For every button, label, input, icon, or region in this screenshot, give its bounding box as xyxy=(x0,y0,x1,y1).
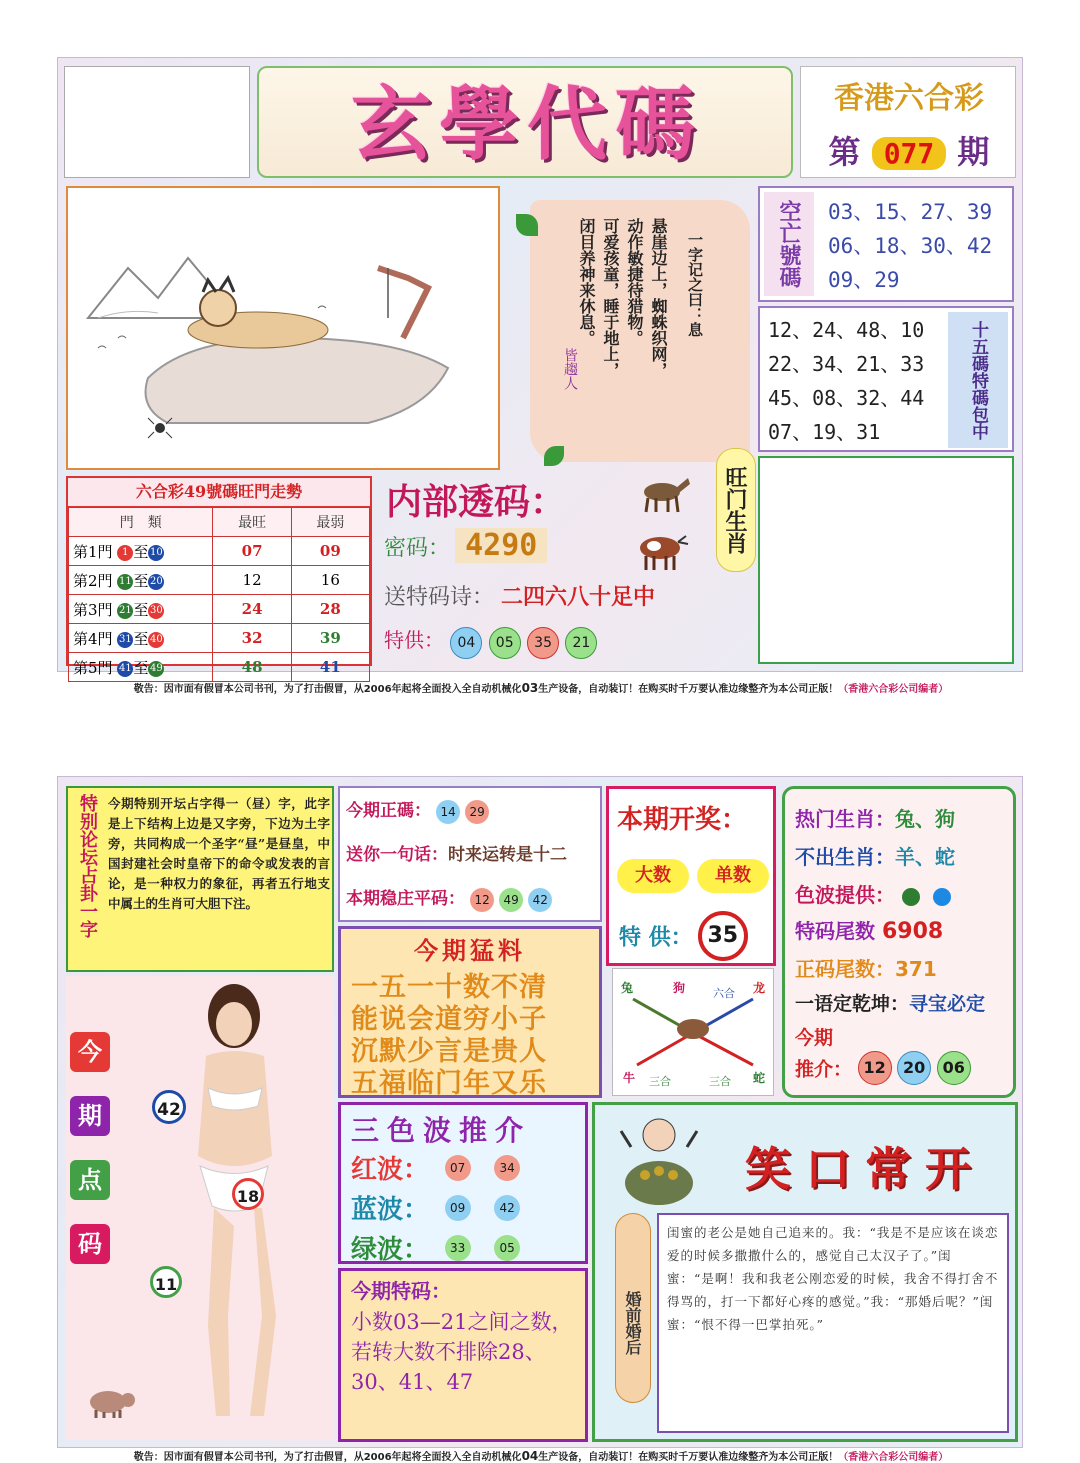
issue-prefix: 第 xyxy=(828,133,861,171)
gate-best: 07 xyxy=(213,537,291,566)
zhengma-ball: 29 xyxy=(465,800,489,824)
mengliao-line: 五福临门年又乐 xyxy=(351,1068,547,1099)
wave-ball: 42 xyxy=(494,1195,520,1221)
mengliao-box xyxy=(338,926,602,1098)
title-text: 玄學代碼 xyxy=(351,77,703,171)
inner-title: 内部透码： xyxy=(386,481,567,523)
yijuhua-text: 时来运转是十二 xyxy=(448,845,567,865)
draw-tag: 大数 xyxy=(617,859,689,893)
ztail-label: 正码尾数： xyxy=(795,957,895,981)
code-line xyxy=(384,528,547,563)
gate-label: 第3門 xyxy=(73,600,113,619)
gate-worst: 28 xyxy=(291,595,369,624)
notice-code: 04 xyxy=(521,1449,539,1463)
compass-bc1: 三合 xyxy=(649,1075,671,1088)
horse-icon xyxy=(634,474,694,514)
special-ball: 35 xyxy=(527,627,559,659)
poem-line-1: 悬崖边上，蜘蛛织网， xyxy=(649,218,668,378)
cold-value: 羊、蛇 xyxy=(895,845,955,869)
title-banner xyxy=(257,66,793,178)
dianma-label xyxy=(70,1032,114,1264)
gate-worst: 16 xyxy=(291,566,369,595)
poem-code-line xyxy=(384,580,655,611)
ztail-line xyxy=(795,953,937,982)
gate-label: 第2門 xyxy=(73,571,113,590)
ox-icon xyxy=(630,528,690,572)
model-area xyxy=(66,976,334,1440)
special-ball: 21 xyxy=(565,627,597,659)
wave-ball: 34 xyxy=(494,1155,520,1181)
shiwu-row: 45、08、32、44 xyxy=(768,386,925,410)
zhengma-line xyxy=(346,796,489,824)
dianma-char: 点 xyxy=(70,1160,110,1200)
to-word: 至 xyxy=(133,658,149,677)
compass-tc: 狗 xyxy=(673,981,686,995)
tail-line xyxy=(795,915,943,944)
compass-tr: 六合 xyxy=(713,987,735,1000)
gate-best: 32 xyxy=(213,624,291,653)
sansebo-title: 三色波推介 xyxy=(351,1114,532,1147)
dianma-ball: 18 xyxy=(232,1178,264,1210)
illustration-box xyxy=(66,186,500,470)
special-line xyxy=(384,624,597,659)
rec-line xyxy=(795,1051,971,1085)
info-box xyxy=(782,786,1016,1098)
table-row xyxy=(69,653,370,682)
wave-line xyxy=(795,879,951,908)
kongwang-row: 03、15、27、39 xyxy=(828,200,993,224)
wave-row-red xyxy=(351,1149,520,1186)
zhengma-label: 今期正碼： xyxy=(346,801,431,821)
notice-rest: 生产设备，自动装订！在购买时千万要认准边缘整齐为本公司正版！ xyxy=(538,1452,839,1463)
gate-to: 49 xyxy=(148,661,164,677)
notice-code: 03 xyxy=(521,681,539,695)
poem-code-value: 二四六八十足中 xyxy=(501,584,656,610)
empty-frame xyxy=(758,456,1014,664)
zhengma-ball: 14 xyxy=(436,800,460,824)
compass-tl: 兔 xyxy=(621,981,634,995)
shiwu-label: 十五碼特碼包中 xyxy=(948,312,1008,448)
mengliao-line: 能说会道穷小子 xyxy=(351,1004,547,1035)
forum-text: 今期特别开坛占字得一（昼）字，此字是上下结构上边是又字旁，下边为土字旁，共同构成一个圣字“昼”是昼皇，中国封建社会时皇帝下的命令或发表的言论，是一种权力的象征，再者五行地支中属土的生肖可大胆下注。 xyxy=(108,796,330,911)
to-word: 至 xyxy=(133,542,149,561)
saying-line xyxy=(795,989,985,1016)
draw-special-ball: 35 xyxy=(698,911,748,961)
mountain-child-illustration xyxy=(68,188,498,468)
mengliao-title: 今期猛料 xyxy=(414,936,526,965)
wave-label: 色波提供： xyxy=(795,883,895,907)
rec-label-2: 推介： xyxy=(795,1058,853,1081)
compass-bl: 牛 xyxy=(623,1071,636,1085)
yijuhua-label: 送你一句话： xyxy=(346,845,448,865)
trend-table-box xyxy=(66,476,372,677)
poem-scroll xyxy=(530,200,750,462)
money-bag-icon xyxy=(615,1113,705,1209)
gate-from: 41 xyxy=(117,661,133,677)
gate-from: 1 xyxy=(117,545,133,561)
shiwu-row: 12、24、48、10 xyxy=(768,318,925,342)
pig-icon xyxy=(82,1384,138,1420)
gate-to: 40 xyxy=(148,632,164,648)
table-row xyxy=(69,595,370,624)
to-word: 至 xyxy=(133,629,149,648)
compass-arrows xyxy=(613,969,775,1097)
kongwang-row: 06、18、30、42 xyxy=(828,234,993,258)
table-row xyxy=(69,624,370,653)
special-ball: 04 xyxy=(450,627,482,659)
kongwang-row: 09、29 xyxy=(828,268,900,292)
gate-to: 30 xyxy=(148,603,164,619)
pingma-label: 本期稳庄平码： xyxy=(346,889,465,909)
brand-box xyxy=(800,66,1016,178)
kongwang-label: 空亡號碼 xyxy=(764,192,814,296)
poem-line-3: 可爱孩童，睡于地上， xyxy=(601,218,620,378)
wangmen-label: 旺门生肖 xyxy=(716,448,756,572)
gate-to: 20 xyxy=(148,574,164,590)
notice-text: 敬告：因市面有假冒本公司书刊，为了打击假冒，从2006年起将全面投入全自动机械化 xyxy=(133,1452,522,1463)
wave-row-green xyxy=(351,1229,520,1266)
shiwu-row: 22、34、21、33 xyxy=(768,352,925,376)
draw-box xyxy=(606,786,776,966)
gate-label: 第4門 xyxy=(73,629,113,648)
pingma-ball: 49 xyxy=(499,888,523,912)
poem-author: 皆趨人 xyxy=(562,348,578,390)
poem-line-4: 闭目养神来休息。 xyxy=(577,218,596,346)
ztail-value: 371 xyxy=(895,957,937,981)
tema-text: 小数03—21之间之数，若转大数不排除28、30、41、47 xyxy=(351,1310,573,1394)
joke-text: 闺蜜的老公是她自己追来的。我：“我是不是应该在谈恋爱的时候多撒撒什么的，感觉自己太汉子了。”闺蜜：“是啊！我和我老公刚恋爱的时候，我舍不得打舍不得骂的，打一下都好心疼的感觉。”我：“那婚后呢？”闺蜜：“恨不得一巴掌拍死。” xyxy=(657,1213,1009,1433)
wave-ball: 07 xyxy=(445,1155,471,1181)
to-word: 至 xyxy=(133,571,149,590)
cold-line xyxy=(795,841,955,870)
mengliao-line: 一五一十数不清 xyxy=(351,972,547,1003)
rec-ball: 12 xyxy=(858,1051,892,1085)
leaf-icon xyxy=(516,214,538,236)
notice-text: 敬告：因市面有假冒本公司书刊，为了打击假冒，从2006年起将全面投入全自动机械化 xyxy=(133,684,522,695)
dianma-char: 码 xyxy=(70,1224,110,1264)
draw-title: 本期开奖： xyxy=(617,805,748,835)
special-label: 特供： xyxy=(384,628,444,652)
shiwu-box xyxy=(758,306,1014,452)
model-figure xyxy=(146,976,326,1436)
trend-header: 最弱 xyxy=(291,508,369,537)
trend-table xyxy=(68,507,370,682)
to-word: 至 xyxy=(133,600,149,619)
rec-ball: 06 xyxy=(937,1051,971,1085)
pingma-line xyxy=(346,884,552,912)
brand-name: 香港六合彩 xyxy=(834,81,984,116)
cold-label: 不出生肖： xyxy=(795,845,895,869)
rec-ball: 20 xyxy=(897,1051,931,1085)
code-value: 4290 xyxy=(455,528,547,563)
gate-from: 31 xyxy=(117,632,133,648)
sansebo-box xyxy=(338,1102,588,1264)
gate-worst: 39 xyxy=(291,624,369,653)
dianma-ball: 42 xyxy=(152,1090,186,1124)
zhengma-box xyxy=(338,786,602,922)
gate-worst: 41 xyxy=(291,653,369,682)
joke-box xyxy=(592,1102,1018,1442)
kongwang-box xyxy=(758,186,1014,302)
wave-ball: 33 xyxy=(445,1235,471,1261)
trend-header: 門 類 xyxy=(69,508,213,537)
zodiac-compass xyxy=(612,968,774,1096)
hot-value: 兔、狗 xyxy=(895,807,955,831)
saying-label: 一语定乾坤： xyxy=(795,993,910,1015)
joke-side: 婚前婚后 xyxy=(615,1213,651,1403)
blank-label-box xyxy=(64,66,250,178)
gate-label: 第5門 xyxy=(73,658,113,677)
dianma-char: 今 xyxy=(70,1032,110,1072)
notice-tail: （香港六合彩公司编者） xyxy=(838,1452,949,1463)
tema-box xyxy=(338,1268,588,1442)
draw-special-label: 特 供： xyxy=(619,924,693,951)
special-ball: 05 xyxy=(489,627,521,659)
wave-dot-blue xyxy=(933,888,951,906)
wave-row-label: 绿波： xyxy=(351,1235,430,1265)
gate-label: 第1門 xyxy=(73,542,113,561)
shiwu-row: 07、19、31 xyxy=(768,420,881,444)
wave-dot-green xyxy=(902,888,920,906)
gate-best: 12 xyxy=(213,566,291,595)
table-row xyxy=(69,566,370,595)
compass-br: 蛇 xyxy=(753,1071,766,1085)
mengliao-line: 沉默少言是贵人 xyxy=(351,1036,547,1067)
wave-row-blue xyxy=(351,1189,520,1226)
notice-tail: （香港六合彩公司编者） xyxy=(838,684,949,695)
table-row xyxy=(69,537,370,566)
poem-heading: 一字记之曰：息 xyxy=(686,232,704,337)
wave-ball: 05 xyxy=(494,1235,520,1261)
wave-row-label: 红波： xyxy=(351,1155,430,1185)
trend-title: 六合彩49號碼旺門走勢 xyxy=(68,478,370,507)
inner-code-panel xyxy=(378,472,752,668)
tema-title: 今期特码： xyxy=(351,1279,451,1303)
tail-value: 6908 xyxy=(881,919,944,944)
gate-from: 11 xyxy=(117,574,133,590)
draw-special-line xyxy=(619,911,748,961)
draw-tag: 单数 xyxy=(697,859,769,893)
dianma-ball: 11 xyxy=(150,1266,182,1298)
joke-title: 笑口常开 xyxy=(745,1142,985,1196)
pingma-ball: 12 xyxy=(470,888,494,912)
compass-trr: 龙 xyxy=(753,981,766,995)
yijuhua-line xyxy=(346,840,567,865)
forum-box xyxy=(66,786,334,972)
trend-header: 最旺 xyxy=(213,508,291,537)
poem-line-2: 动作敏捷待猎物。 xyxy=(625,218,644,346)
issue-number: 077 xyxy=(872,137,947,170)
notice-top xyxy=(58,680,1024,695)
gate-worst: 09 xyxy=(291,537,369,566)
compass-bc2: 三合 xyxy=(709,1075,731,1088)
gate-from: 21 xyxy=(117,603,133,619)
forum-label: 特别论坛占卦一字 xyxy=(77,794,98,938)
rec-label-1: 今期 xyxy=(795,1027,834,1049)
issue-suffix: 期 xyxy=(957,133,990,171)
notice-rest: 生产设备，自动装订！在购买时千万要认准边缘整齐为本公司正版！ xyxy=(538,684,839,695)
dianma-char: 期 xyxy=(70,1096,110,1136)
code-label: 密码： xyxy=(384,536,451,561)
gate-best: 48 xyxy=(213,653,291,682)
issue-line xyxy=(801,127,1017,173)
poem-code-label: 送特码诗： xyxy=(384,585,495,610)
pingma-ball: 42 xyxy=(528,888,552,912)
hot-line xyxy=(795,803,955,832)
gate-to: 10 xyxy=(148,545,164,561)
tail-label: 特码尾数 xyxy=(795,919,875,943)
notice-bottom xyxy=(58,1448,1024,1463)
gate-best: 24 xyxy=(213,595,291,624)
saying-value: 寻宝必定 xyxy=(909,993,986,1015)
hot-label: 热门生肖： xyxy=(795,807,895,831)
wave-row-label: 蓝波： xyxy=(351,1195,430,1225)
wave-ball: 09 xyxy=(445,1195,471,1221)
